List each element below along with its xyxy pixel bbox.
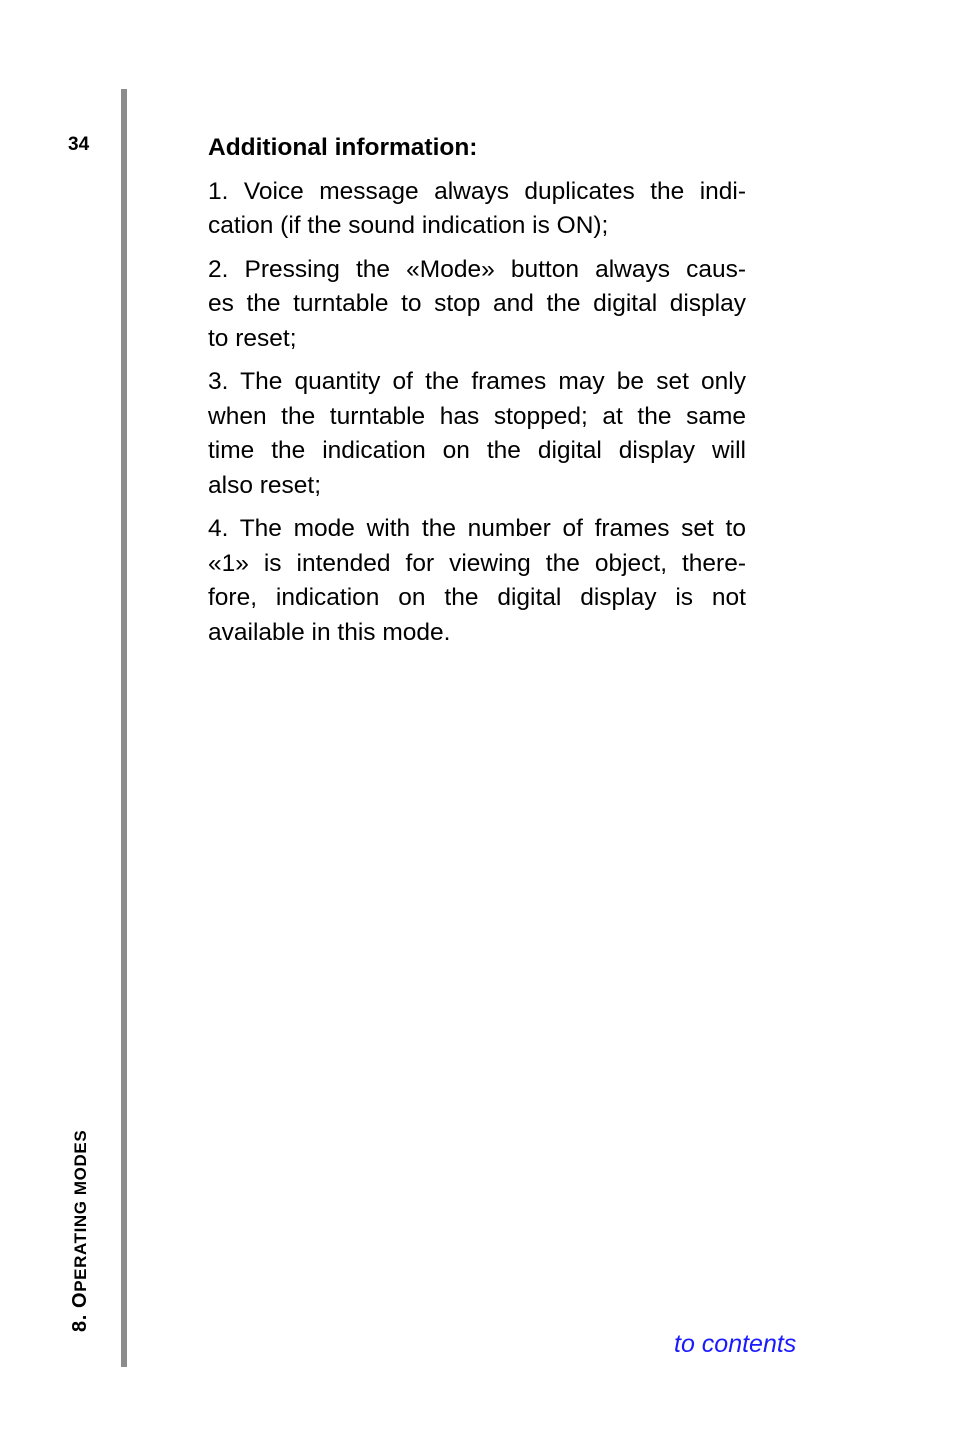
text-line: 1. Voice message always duplicates the indi- xyxy=(208,177,746,205)
margin-rule xyxy=(121,89,127,1367)
section-heading: Additional information: xyxy=(208,134,478,161)
section-number: 8. xyxy=(69,1307,91,1332)
text-line: 3. The quantity of the frames may be set only xyxy=(208,368,746,395)
text-line: time the indication on the digital display will xyxy=(208,437,746,464)
text-line: 2. Pressing the «Mode» button always caus- xyxy=(208,255,746,283)
text-line: «1» is intended for viewing the object, there- xyxy=(208,549,746,577)
text-line: when the turntable has stopped; at the same xyxy=(208,402,746,430)
text-line: also reset; xyxy=(208,471,322,499)
main-content xyxy=(208,131,746,659)
text-line: available in this mode. xyxy=(208,618,451,646)
list-item xyxy=(208,365,746,503)
text-line: fore, indication on the digital display is not xyxy=(208,584,746,611)
list-item xyxy=(208,253,746,357)
text-line: es the turntable to stop and the digital display xyxy=(208,290,746,317)
section-label xyxy=(66,1092,94,1332)
list-item xyxy=(208,512,746,650)
list-item xyxy=(208,175,746,244)
text-line: to reset; xyxy=(208,324,297,352)
text-line: cation (if the sound indication is ON); xyxy=(208,212,609,239)
to-contents-link[interactable]: to contents xyxy=(674,1330,797,1358)
section-title-rest: PERATING MODES xyxy=(71,1129,90,1292)
page-number: 34 xyxy=(68,134,90,155)
section-initial: O xyxy=(69,1291,91,1308)
text-line: 4. The mode with the number of frames set to xyxy=(208,515,746,542)
